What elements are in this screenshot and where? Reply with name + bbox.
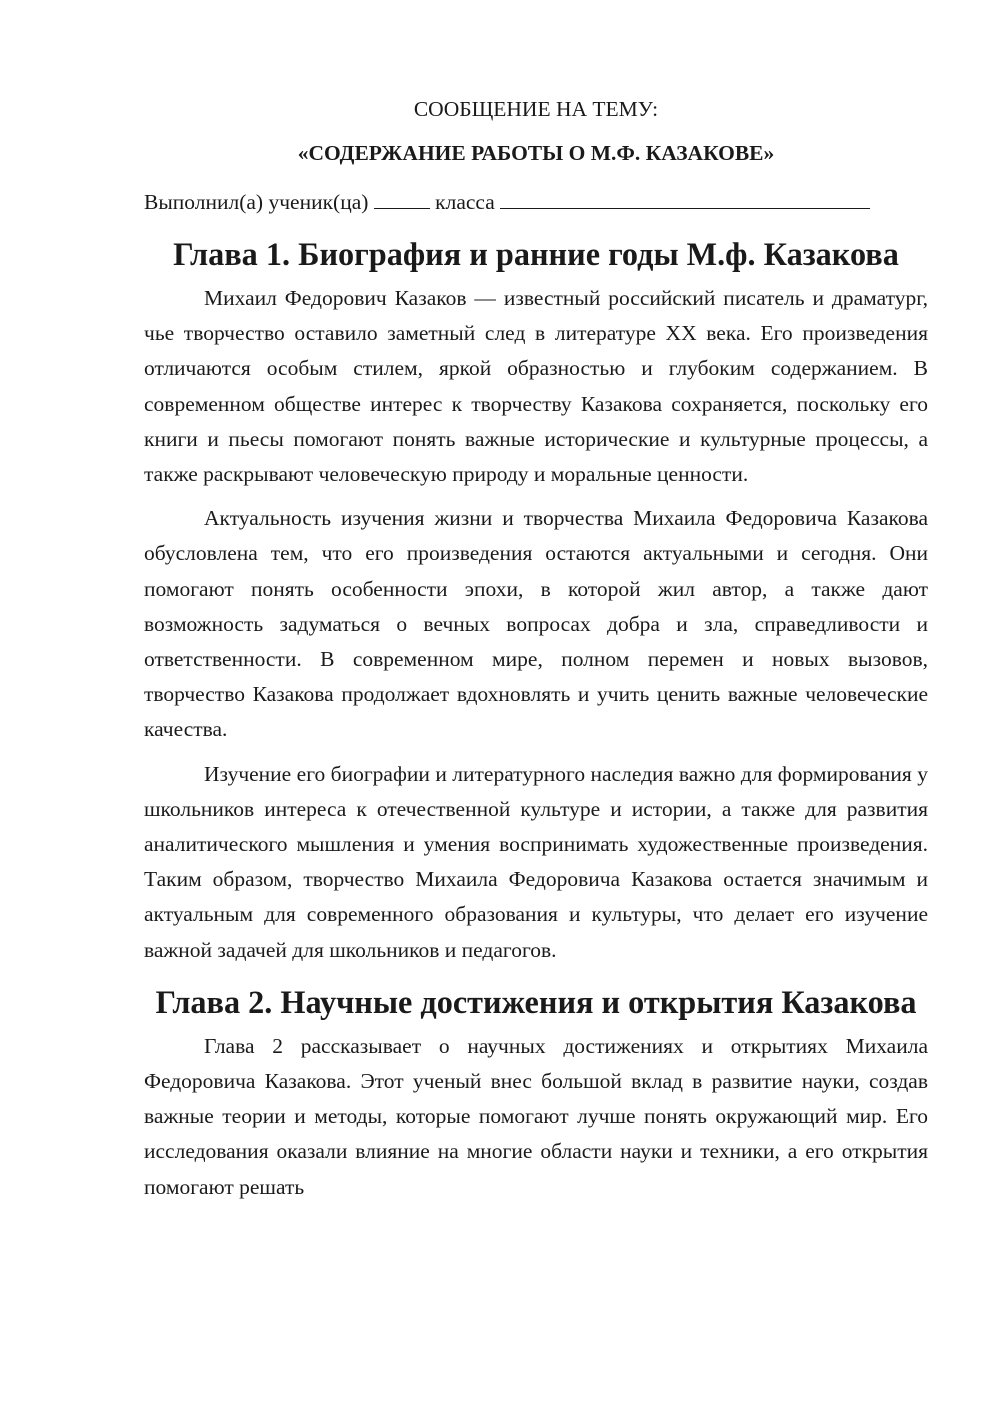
chapter-2-heading: Глава 2. Научные достижения и открытия Казакова xyxy=(155,983,917,1020)
author-line xyxy=(144,187,928,217)
chapter-1-paragraph-2: Актуальность изучения жизни и творчества Михаила Федоровича Казакова обусловлена тем, что его произведения остаются актуальными и сегодня. Они помогают понять особенности эпохи, в которой жил автор, а также дают возможность задуматься о вечных вопросах добра и зла, справедливости и ответственности. В современном мире, полном перемен и новых вызовов, творчество Казакова продолжает вдохновлять и учить ценить важные человеческие качества. xyxy=(144,506,928,742)
chapter-1-paragraph-3: Изучение его биографии и литературного наследия важно для формирования у школьников интереса к отечественной культуре и истории, а также для развития аналитического мышления и умения воспринимать художественные произведения. Таким образом, творчество Михаила Федоровича Казакова остается значимым и актуальным для современного образования и культуры, что делает его изучение важной задачей для школьников и педагогов. xyxy=(144,761,928,962)
author-prefix: Выполнил(а) ученик(ца) xyxy=(144,190,369,214)
class-number-blank xyxy=(374,188,430,209)
chapter-1-paragraph-1: Михаил Федорович Казаков — известный российский писатель и драматург, чье творчество оставило заметный след в литературе XX века. Его произведения отличаются особым стилем, яркой образностью и глубоким содержанием. В современном обществе интерес к творчеству Казакова сохраняется, поскольку его книги и пьесы помогают понять важные исторические и культурные процессы, а также раскрывают человеческую природу и моральные ценности. xyxy=(144,286,928,487)
class-word: класса xyxy=(435,190,495,214)
document-page xyxy=(144,94,928,1205)
chapter-2-paragraph-1: Глава 2 рассказывает о научных достижениях и открытиях Михаила Федоровича Казакова. Этот ученый внес большой вклад в развитие науки, создав важные теории и методы, которые помогают лучше понять окружающий мир. Его исследования оказали влияние на многие области науки и техники, а его открытия помогают решать xyxy=(144,1033,928,1199)
document-title-line-2: «СОДЕРЖАНИЕ РАБОТЫ О М.Ф. КАЗАКОВЕ» xyxy=(297,141,775,165)
chapter-1-heading: Глава 1. Биография и ранние годы М.ф. Казакова xyxy=(173,236,899,272)
student-name-blank xyxy=(500,188,870,209)
document-title-line-1: СООБЩЕНИЕ НА ТЕМУ: xyxy=(413,97,659,121)
